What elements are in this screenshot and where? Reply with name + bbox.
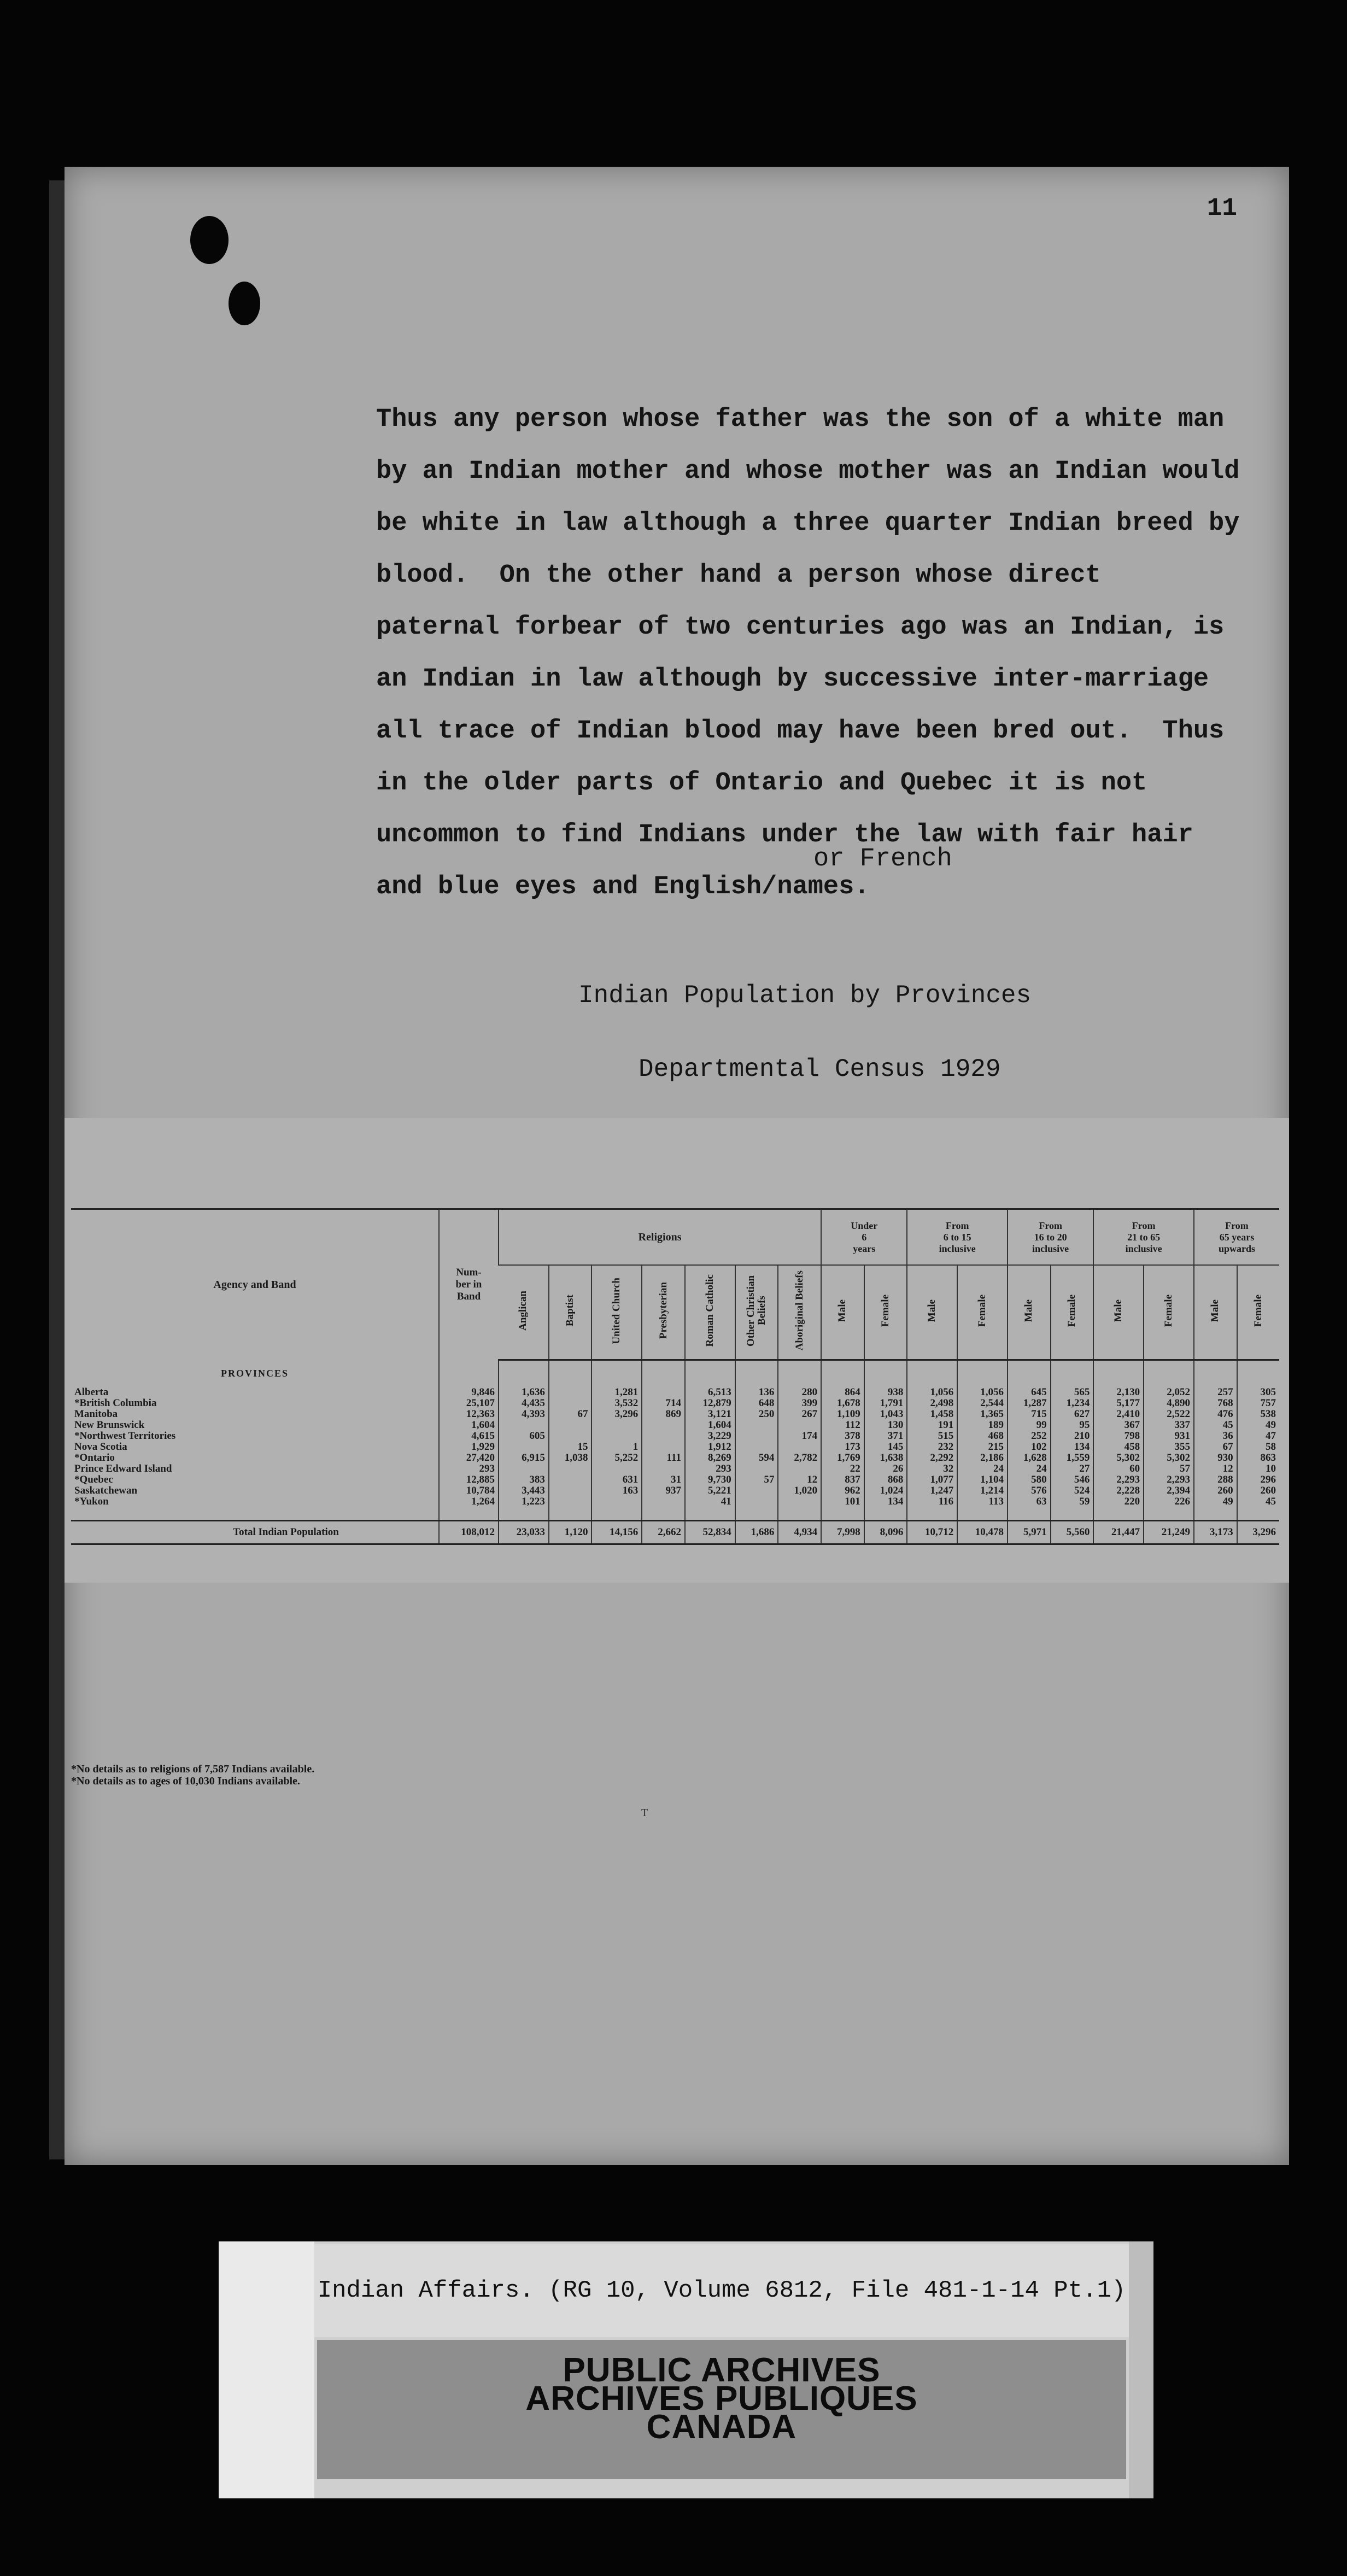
table-cell	[549, 1474, 592, 1485]
row-label: Total Indian Population	[71, 1520, 439, 1544]
row-label: Nova Scotia	[74, 1442, 127, 1453]
paragraph-line: an Indian in law although by successive inter-marriage	[376, 665, 1209, 694]
table-cell	[735, 1485, 778, 1496]
table-cell: 305	[1237, 1387, 1279, 1398]
table-cell: 57	[735, 1474, 778, 1485]
table-cell: 714	[642, 1398, 685, 1409]
table-cell: 2,052	[1144, 1387, 1194, 1398]
table-cell	[642, 1431, 685, 1442]
table-cell	[642, 1442, 685, 1453]
table-cell: 26	[864, 1463, 907, 1474]
table-cell: 2,522	[1144, 1409, 1194, 1420]
table-cell	[499, 1442, 549, 1453]
table-cell	[499, 1463, 549, 1474]
table-cell: 10,712	[907, 1520, 957, 1544]
table-cell: 5,252	[591, 1453, 642, 1463]
table-subtitle: Departmental Census 1929	[639, 1055, 1001, 1084]
table-cell: 4,435	[499, 1398, 549, 1409]
table-cell: 41	[685, 1496, 735, 1507]
table-cell: 22	[821, 1463, 864, 1474]
table-cell: 524	[1051, 1485, 1094, 1496]
row-label: *Yukon	[74, 1496, 109, 1507]
table-cell: 367	[1093, 1420, 1144, 1431]
table-cell: 296	[1237, 1474, 1279, 1485]
table-cell: 102	[1008, 1442, 1051, 1453]
table-cell: 1,281	[591, 1387, 642, 1398]
punch-hole-bottom	[229, 282, 260, 325]
table-cell: 60	[1093, 1463, 1144, 1474]
table-row	[71, 1442, 1279, 1453]
table-cell: 1,077	[907, 1474, 957, 1485]
table-cell: 12	[778, 1474, 821, 1485]
table-cell: 538	[1237, 1409, 1279, 1420]
col-religion: Other Christian Beliefs	[735, 1265, 778, 1360]
table-cell: 111	[642, 1453, 685, 1463]
row-label: Prince Edward Island	[74, 1463, 172, 1474]
table-cell	[549, 1463, 592, 1474]
table-row	[71, 1420, 1279, 1431]
paragraph-line: be white in law although a three quarter Indian breed by	[376, 509, 1240, 538]
mount-tape-left	[219, 2241, 314, 2498]
table-row	[71, 1453, 1279, 1463]
table-cell: 1,636	[499, 1387, 549, 1398]
table-cell: 1,223	[499, 1496, 549, 1507]
table-cell: 15	[549, 1442, 592, 1453]
table-cell: 8,096	[864, 1520, 907, 1544]
census-table-body	[71, 1360, 1279, 1544]
table-cell: 869	[642, 1409, 685, 1420]
table-cell: 1,234	[1051, 1398, 1094, 1409]
col-female: Female	[1237, 1265, 1279, 1360]
table-cell	[642, 1496, 685, 1507]
table-cell: 99	[1008, 1420, 1051, 1431]
table-cell: 757	[1237, 1398, 1279, 1409]
table-cell: 173	[821, 1442, 864, 1453]
table-cell: 458	[1093, 1442, 1144, 1453]
table-cell: 378	[821, 1431, 864, 1442]
table-cell: 24	[1008, 1463, 1051, 1474]
col-agency: Agency and Band	[71, 1209, 439, 1360]
table-cell	[778, 1420, 821, 1431]
table-cell: 134	[1051, 1442, 1094, 1453]
table-cell: 23,033	[499, 1520, 549, 1544]
page-number: 11	[1207, 194, 1237, 223]
table-cell: 58	[1237, 1442, 1279, 1453]
table-cell: 371	[864, 1431, 907, 1442]
table-cell	[778, 1442, 821, 1453]
table-cell: 52,834	[685, 1520, 735, 1544]
table-cell: 10,784	[439, 1485, 499, 1496]
table-cell: 67	[1194, 1442, 1237, 1453]
table-cell: 2,498	[907, 1398, 957, 1409]
table-row	[71, 1387, 1279, 1398]
table-cell: 45	[1194, 1420, 1237, 1431]
table-cell	[591, 1496, 642, 1507]
table-cell	[591, 1420, 642, 1431]
table-cell	[591, 1463, 642, 1474]
table-cell: 32	[907, 1463, 957, 1474]
table-cell	[549, 1496, 592, 1507]
row-label: *Quebec	[74, 1474, 113, 1485]
table-cell: 14,156	[591, 1520, 642, 1544]
table-cell: 594	[735, 1453, 778, 1463]
table-cell: 5,302	[1144, 1453, 1194, 1463]
spacer-row	[71, 1507, 1279, 1520]
table-cell: 3,443	[499, 1485, 549, 1496]
table-cell: 1,604	[439, 1420, 499, 1431]
table-cell	[735, 1431, 778, 1442]
section-row	[71, 1360, 1279, 1387]
group-under-6: Under 6 years	[821, 1209, 907, 1266]
col-number-in-band: Num- ber in Band	[439, 1209, 499, 1360]
table-cell: 134	[864, 1496, 907, 1507]
punch-hole-top	[190, 216, 229, 264]
table-cell	[549, 1420, 592, 1431]
table-cell	[735, 1420, 778, 1431]
col-male: Male	[1093, 1265, 1144, 1360]
table-cell: 215	[957, 1442, 1008, 1453]
table-cell: 49	[1237, 1420, 1279, 1431]
table-cell: 355	[1144, 1442, 1194, 1453]
table-cell: 565	[1051, 1387, 1094, 1398]
table-cell: 2,130	[1093, 1387, 1144, 1398]
table-cell: 2,293	[1093, 1474, 1144, 1485]
table-cell: 57	[1144, 1463, 1194, 1474]
table-row	[71, 1485, 1279, 1496]
col-female: Female	[1144, 1265, 1194, 1360]
archive-reference-label: Indian Affairs. (RG 10, Volume 6812, File 481-1-14 Pt.1)	[314, 2244, 1129, 2337]
table-cell	[549, 1485, 592, 1496]
table-cell: 383	[499, 1474, 549, 1485]
table-cell: 6,915	[499, 1453, 549, 1463]
table-cell: 605	[499, 1431, 549, 1442]
table-row	[71, 1474, 1279, 1485]
table-cell: 63	[1008, 1496, 1051, 1507]
group-65-upwards: From 65 years upwards	[1194, 1209, 1279, 1266]
table-cell: 108,012	[439, 1520, 499, 1544]
paragraph-line: Thus any person whose father was the son of a white man	[376, 405, 1225, 434]
col-male: Male	[907, 1265, 957, 1360]
table-cell: 627	[1051, 1409, 1094, 1420]
table-cell: 95	[1051, 1420, 1094, 1431]
table-cell: 1,604	[685, 1420, 735, 1431]
table-cell: 36	[1194, 1431, 1237, 1442]
table-cell: 1,264	[439, 1496, 499, 1507]
table-cell: 1,678	[821, 1398, 864, 1409]
table-title: Indian Population by Provinces	[578, 981, 1032, 1010]
table-cell: 3,532	[591, 1398, 642, 1409]
table-cell	[735, 1496, 778, 1507]
table-cell: 9,730	[685, 1474, 735, 1485]
table-cell: 1,247	[907, 1485, 957, 1496]
row-label: Manitoba	[74, 1409, 118, 1420]
table-cell: 220	[1093, 1496, 1144, 1507]
table-row	[71, 1463, 1279, 1474]
table-cell: 337	[1144, 1420, 1194, 1431]
col-religion: Baptist	[549, 1265, 592, 1360]
row-label: Saskatchewan	[74, 1485, 138, 1496]
table-cell: 288	[1194, 1474, 1237, 1485]
table-cell: 116	[907, 1496, 957, 1507]
col-religion: Presbyterian	[642, 1265, 685, 1360]
table-cell: 232	[907, 1442, 957, 1453]
paragraph-line: by an Indian mother and whose mother was an Indian would	[376, 457, 1240, 486]
table-cell: 631	[591, 1474, 642, 1485]
table-cell: 174	[778, 1431, 821, 1442]
table-cell: 1,056	[907, 1387, 957, 1398]
paragraph-line: paternal forbear of two centuries ago was an Indian, is	[376, 613, 1225, 642]
paragraph-line: and blue eyes and English/names.	[376, 873, 870, 901]
table-cell: 21,447	[1093, 1520, 1144, 1544]
table-cell	[642, 1387, 685, 1398]
table-cell	[735, 1463, 778, 1474]
table-cell: 399	[778, 1398, 821, 1409]
table-row	[71, 1496, 1279, 1507]
col-female: Female	[957, 1265, 1008, 1360]
col-female: Female	[864, 1265, 907, 1360]
table-cell: 1	[591, 1442, 642, 1453]
table-cell: 1,912	[685, 1442, 735, 1453]
table-cell: 1,056	[957, 1387, 1008, 1398]
table-cell: 937	[642, 1485, 685, 1496]
table-cell	[549, 1431, 592, 1442]
group-religions: Religions	[499, 1209, 821, 1266]
table-cell: 136	[735, 1387, 778, 1398]
col-male: Male	[821, 1265, 864, 1360]
table-cell: 24	[957, 1463, 1008, 1474]
row-label: *British Columbia	[74, 1398, 157, 1409]
pencil-mark: T	[641, 1807, 648, 1819]
stamp-line: CANADA	[646, 2408, 797, 2446]
table-cell: 1,024	[864, 1485, 907, 1496]
table-cell: 113	[957, 1496, 1008, 1507]
table-cell: 476	[1194, 1409, 1237, 1420]
table-cell: 280	[778, 1387, 821, 1398]
table-row	[71, 1409, 1279, 1420]
table-cell: 10	[1237, 1463, 1279, 1474]
table-cell	[549, 1398, 592, 1409]
table-cell: 260	[1237, 1485, 1279, 1496]
row-label: New Brunswick	[74, 1420, 145, 1431]
table-cell: 21,249	[1144, 1520, 1194, 1544]
total-row	[71, 1520, 1279, 1544]
row-label: *Ontario	[74, 1453, 115, 1463]
typed-paragraph	[376, 394, 1327, 913]
table-cell: 5,971	[1008, 1520, 1051, 1544]
table-cell: 1,214	[957, 1485, 1008, 1496]
col-religion: Anglican	[499, 1265, 549, 1360]
table-cell: 864	[821, 1387, 864, 1398]
table-cell: 12,879	[685, 1398, 735, 1409]
table-cell: 7,998	[821, 1520, 864, 1544]
table-cell: 12	[1194, 1463, 1237, 1474]
table-cell: 576	[1008, 1485, 1051, 1496]
footnotes	[71, 1763, 314, 1787]
table-cell: 112	[821, 1420, 864, 1431]
table-cell: 12,363	[439, 1409, 499, 1420]
typed-insertion: or French	[813, 845, 952, 874]
col-religion: Aboriginal Beliefs	[778, 1265, 821, 1360]
table-cell	[591, 1431, 642, 1442]
paragraph-line: all trace of Indian blood may have been bred out. Thus	[376, 717, 1225, 746]
table-cell: 4,890	[1144, 1398, 1194, 1409]
col-male: Male	[1008, 1265, 1051, 1360]
stamp-line: PUBLIC ARCHIVES	[563, 2351, 881, 2389]
table-cell: 1,365	[957, 1409, 1008, 1420]
group-16-to-20: From 16 to 20 inclusive	[1008, 1209, 1093, 1266]
table-cell: 12,885	[439, 1474, 499, 1485]
table-cell: 931	[1144, 1431, 1194, 1442]
census-table	[71, 1208, 1279, 1545]
table-cell: 1,109	[821, 1409, 864, 1420]
table-cell	[778, 1496, 821, 1507]
table-cell: 45	[1237, 1496, 1279, 1507]
table-cell: 4,934	[778, 1520, 821, 1544]
table-cell: 27	[1051, 1463, 1094, 1474]
table-cell: 3,121	[685, 1409, 735, 1420]
table-cell	[499, 1420, 549, 1431]
table-row	[71, 1431, 1279, 1442]
table-cell: 47	[1237, 1431, 1279, 1442]
footnote: *No details as to religions of 7,587 Indians available.	[71, 1763, 315, 1775]
section-label: PROVINCES	[220, 1368, 289, 1379]
table-cell	[642, 1420, 685, 1431]
table-cell: 2,293	[1144, 1474, 1194, 1485]
table-cell: 1,038	[549, 1453, 592, 1463]
table-cell: 1,791	[864, 1398, 907, 1409]
table-cell: 930	[1194, 1453, 1237, 1463]
table-cell: 226	[1144, 1496, 1194, 1507]
mount-tape-right	[1129, 2241, 1153, 2498]
table-cell: 962	[821, 1485, 864, 1496]
table-cell: 798	[1093, 1431, 1144, 1442]
table-cell: 1,043	[864, 1409, 907, 1420]
table-cell: 648	[735, 1398, 778, 1409]
table-cell: 5,302	[1093, 1453, 1144, 1463]
table-cell	[735, 1442, 778, 1453]
footnote: *No details as to ages of 10,030 Indians available.	[71, 1775, 300, 1787]
table-cell: 250	[735, 1409, 778, 1420]
table-cell: 5,560	[1051, 1520, 1094, 1544]
table-cell: 863	[1237, 1453, 1279, 1463]
group-6-to-15: From 6 to 15 inclusive	[907, 1209, 1008, 1266]
table-cell	[642, 1463, 685, 1474]
table-cell: 938	[864, 1387, 907, 1398]
table-cell: 5,221	[685, 1485, 735, 1496]
table-cell: 768	[1194, 1398, 1237, 1409]
table-cell: 163	[591, 1485, 642, 1496]
group-21-to-65: From 21 to 65 inclusive	[1093, 1209, 1194, 1266]
table-cell: 25,107	[439, 1398, 499, 1409]
table-cell: 1,287	[1008, 1398, 1051, 1409]
table-cell: 293	[439, 1463, 499, 1474]
table-cell: 191	[907, 1420, 957, 1431]
col-religion: United Church	[591, 1265, 642, 1360]
paragraph-line: in the older parts of Ontario and Quebec it is not	[376, 769, 1147, 798]
table-cell: 4,615	[439, 1431, 499, 1442]
table-cell: 1,559	[1051, 1453, 1094, 1463]
col-religion: Roman Catholic	[685, 1265, 735, 1360]
col-female: Female	[1051, 1265, 1094, 1360]
table-cell: 293	[685, 1463, 735, 1474]
table-cell: 2,410	[1093, 1409, 1144, 1420]
table-cell: 59	[1051, 1496, 1094, 1507]
table-cell: 2,544	[957, 1398, 1008, 1409]
table-cell: 9,846	[439, 1387, 499, 1398]
table-cell: 5,177	[1093, 1398, 1144, 1409]
table-cell: 4,393	[499, 1409, 549, 1420]
table-cell: 1,458	[907, 1409, 957, 1420]
table-cell: 8,269	[685, 1453, 735, 1463]
paragraph-line: blood. On the other hand a person whose direct	[376, 561, 1101, 590]
table-cell	[549, 1387, 592, 1398]
table-cell: 515	[907, 1431, 957, 1442]
table-cell: 2,186	[957, 1453, 1008, 1463]
table-cell: 260	[1194, 1485, 1237, 1496]
table-cell: 3,229	[685, 1431, 735, 1442]
table-cell: 1,686	[735, 1520, 778, 1544]
table-cell: 1,020	[778, 1485, 821, 1496]
table-cell: 2,228	[1093, 1485, 1144, 1496]
table-cell: 210	[1051, 1431, 1094, 1442]
table-cell: 715	[1008, 1409, 1051, 1420]
table-cell: 3,296	[591, 1409, 642, 1420]
table-cell: 49	[1194, 1496, 1237, 1507]
row-label: *Northwest Territories	[74, 1431, 176, 1442]
table-cell: 546	[1051, 1474, 1094, 1485]
table-cell: 257	[1194, 1387, 1237, 1398]
table-cell: 31	[642, 1474, 685, 1485]
table-cell: 1,628	[1008, 1453, 1051, 1463]
table-cell: 6,513	[685, 1387, 735, 1398]
table-cell: 3,173	[1194, 1520, 1237, 1544]
table-cell: 189	[957, 1420, 1008, 1431]
archive-stamp	[317, 2340, 1126, 2479]
document-page	[65, 167, 1289, 2165]
table-cell: 252	[1008, 1431, 1051, 1442]
table-cell: 2,782	[778, 1453, 821, 1463]
table-cell: 101	[821, 1496, 864, 1507]
stamp-line: ARCHIVES PUBLIQUES	[525, 2380, 918, 2417]
table-cell: 27,420	[439, 1453, 499, 1463]
table-cell: 3,296	[1237, 1520, 1279, 1544]
table-cell: 2,394	[1144, 1485, 1194, 1496]
table-cell: 130	[864, 1420, 907, 1431]
col-male: Male	[1194, 1265, 1237, 1360]
table-cell: 2,662	[642, 1520, 685, 1544]
table-cell	[778, 1463, 821, 1474]
table-cell: 1,769	[821, 1453, 864, 1463]
table-cell: 1,104	[957, 1474, 1008, 1485]
table-cell: 10,478	[957, 1520, 1008, 1544]
table-cell: 267	[778, 1409, 821, 1420]
row-label: Alberta	[74, 1387, 109, 1398]
table-cell: 1,638	[864, 1453, 907, 1463]
table-cell: 145	[864, 1442, 907, 1453]
table-cell: 468	[957, 1431, 1008, 1442]
table-cell: 67	[549, 1409, 592, 1420]
table-cell: 1,120	[549, 1520, 592, 1544]
table-row	[71, 1398, 1279, 1409]
table-cell: 2,292	[907, 1453, 957, 1463]
table-cell: 868	[864, 1474, 907, 1485]
table-cell: 1,929	[439, 1442, 499, 1453]
paragraph-line: uncommon to find Indians under the law with fair hair	[376, 821, 1193, 850]
table-cell: 580	[1008, 1474, 1051, 1485]
table-cell: 645	[1008, 1387, 1051, 1398]
table-cell: 837	[821, 1474, 864, 1485]
